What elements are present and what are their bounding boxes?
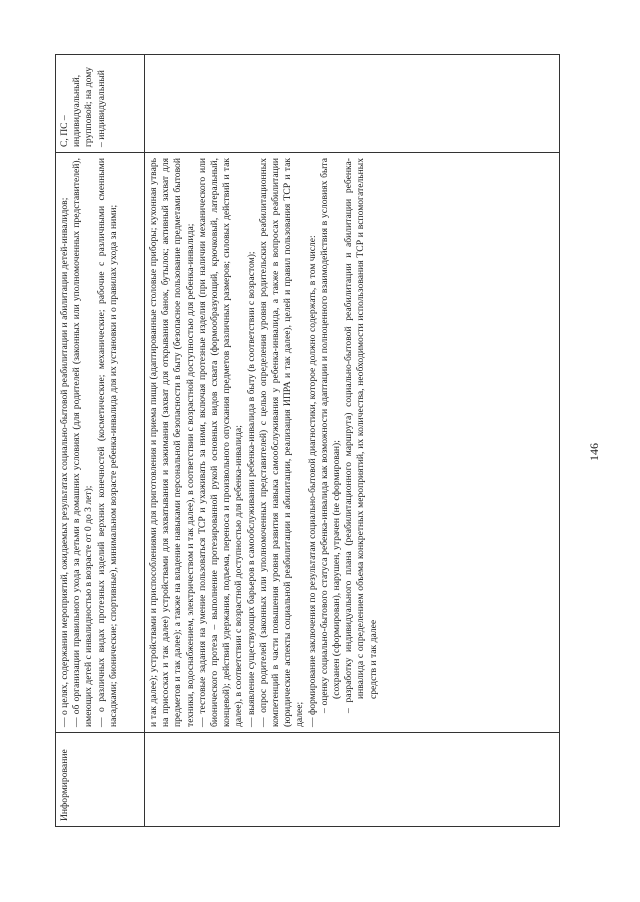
paragraph: и так далее); устройствами и приспособлениями для приготовления и приема пищи (адаптированные столовые приборы; кухонная утварь на присосках и так далее) устройствами для захватывания и зажимания (захват для открывания банок, бутылок; активный захват для предметов и так далее); а также на владение навыками персональной безопасности в быту (безопасное пользование предметами бытовой техники, водоснабжением, электричеством и так далее), в соответствии с возрастной доступностью для ребенка-инвалида; bbox=[148, 158, 196, 727]
table-row bbox=[145, 55, 560, 827]
sub-item: – оценку социально-бытового статуса ребенка-инвалида как возможности адаптации и полноценного взаимодействия в условиях быта (сохранен (сформирован), нарушен, утрачен (не сформирован); bbox=[318, 158, 343, 713]
content-cell bbox=[56, 153, 145, 733]
section-name-cell bbox=[56, 733, 145, 827]
form-cell bbox=[56, 55, 145, 153]
empty-cell bbox=[145, 55, 560, 153]
paragraph: — тестовые задания на умение пользоваться ТСР и ухаживать за ними, включая протезные изделия (при наличии механического или бионического протеза – выполнение протезированной рукой основных видов схвата (формообразующий, крючковый, латеральный, концевой); действий удержания, подъема, переноса и произвольного опускания предметов различных размеров; силовых действий и так далее), в соответствии с возрастной доступностью для ребенка-инвалида; bbox=[196, 158, 245, 727]
document-table bbox=[55, 54, 560, 827]
content-cell bbox=[145, 153, 560, 733]
list-item: — о целях, содержании мероприятий, ожидаемых результатах социально-бытовой реабилитации и абилитации детей-инвалидов; bbox=[59, 197, 70, 727]
page-number: 146 bbox=[587, 443, 601, 461]
section-name: Информирование bbox=[59, 749, 70, 821]
empty-cell bbox=[145, 733, 560, 827]
list-item: — о различных видах протезных изделий верхних конечностей (косметические; механические; рабочие с различными сменными насадками; бионические; спортивные), минимальном возрасте ребенка-инвалида для их установки и о правилах ухода за ними; bbox=[95, 158, 119, 727]
paragraph: — опрос родителей (законных или уполномоченных представителей) с целью определения уровня родительских реабилитационных компетенций в части повышения уровня развития навыка самообслуживания у ребенка-инвалида, а также в вопросах реабилитации (юридические аспекты социальной реабилитации и абилитации, реализация ИПРА и так далее), целей и правил пользования ТСР и так далее; bbox=[257, 158, 306, 727]
form-text: С, ПС – индивидуальный, групповой; на дому – индивидуальный bbox=[59, 66, 107, 147]
sub-item: – разработку индивидуального плана (реабилитационного маршрута) социально-бытовой реабилитации и абилитации ребенка-инвалида с определением объема конкретных мероприятий, их количества, необходимости использования ТСР и вспомогательных средств и так далее bbox=[343, 158, 379, 713]
table-row bbox=[56, 55, 145, 827]
paragraph: — выявление существующих барьеров в самообслуживании ребенка-инвалида в быту (в соответствии с возрастом); bbox=[245, 251, 257, 727]
list-item: — об организации правильного ухода за детьми в домашних условиях (для родителей (законных или уполномоченных представителей), имеющих детей с инвалидностью в возрасте от 0 до 3 лет); bbox=[71, 158, 95, 727]
paragraph: — формирование заключения по результатам социально-бытовой диагностики, которое должно содержать, в том числе: bbox=[306, 235, 318, 727]
